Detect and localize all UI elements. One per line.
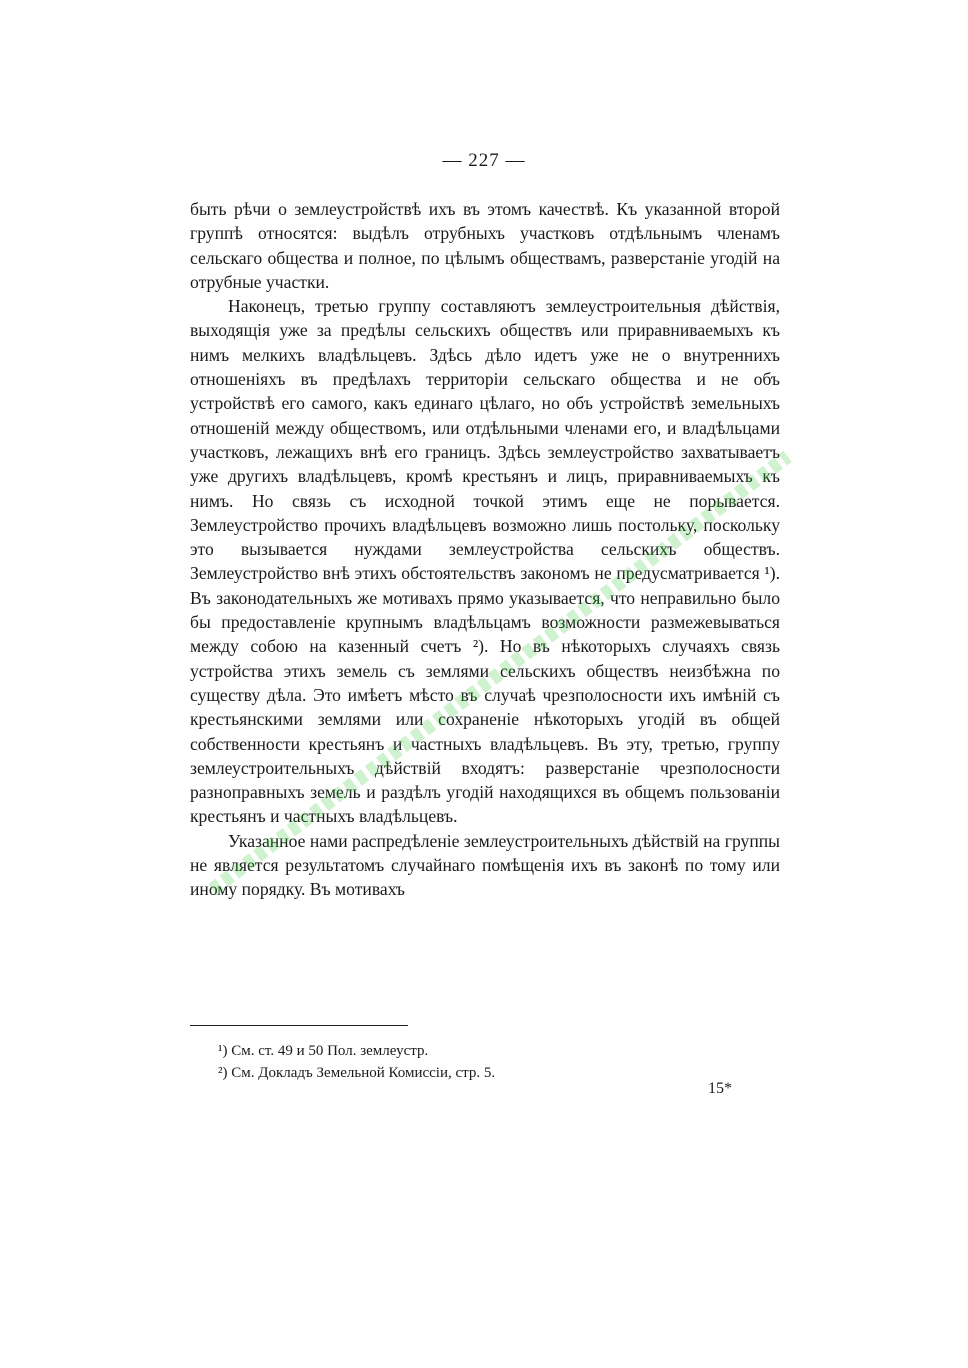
page-number: — 227 — — [442, 150, 526, 171]
footnote-divider — [190, 1025, 408, 1026]
footnote-2: ²) См. Докладъ Земельной Комиссiи, стр. 5. — [218, 1065, 496, 1081]
printer-signature-mark: 15* — [708, 1080, 732, 1097]
paragraph: Указанное нами распредѣленiе землеустроительныхъ дѣйствiй на группы не является результатомъ случайнаго помѣщенiя ихъ въ законѣ по тому или иному порядку. Въ мотивахъ — [190, 830, 780, 900]
body-text — [190, 197, 780, 902]
footnotes — [218, 1040, 738, 1084]
paragraph: Наконецъ, третью группу составляютъ землеустроительныя дѣйствiя, выходящiя уже за предѣлы сельскихъ обществъ или приравниваемыхъ къ нимъ мелкихъ владѣльцевъ. Здѣсь дѣло идетъ уже не о внутреннихъ отношенiяхъ въ предѣлахъ территорiи сельскаго общества и не объ устройствѣ его самого, какъ единаго цѣлаго, но объ устройствѣ земельныхъ отношенiй между обществомъ, или отдѣльными членами его, и владѣльцами участковъ, лежащихъ внѣ его границъ. Здѣсь землеустройство захватываетъ уже другихъ владѣльцевъ, кромѣ крестьянъ и лицъ, приравниваемыхъ къ нимъ. Но связь съ исходной точкой этимъ еще не порывается. Землеустройство прочихъ владѣльцевъ возможно лишь постольку, поскольку это вызывается нуждами землеустройства сельскихъ обществъ. Землеустройство внѣ этихъ обстоятельствъ закономъ не предусматривается ¹). Въ законодательныхъ же мотивахъ прямо указывается, что неправильно было бы предоставленiе крупнымъ владѣльцамъ возможности размежевываться между собою на казенный счетъ ²). Но въ нѣкоторыхъ случаяхъ связь устройства этихъ земель съ землями сельскихъ обществъ неизбѣжна по существу дѣла. Это имѣетъ мѣсто въ случаѣ чрезполосности ихъ имѣнiй съ крестьянскими землями или сохраненiе нѣкоторыхъ угодiй въ общей собственности крестьянъ и частныхъ владѣльцевъ. Въ эту, третью, группу землеустроительныхъ дѣйствiй входятъ: разверстанiе чрезполосности разноправныхъ земель и раздѣлъ угодiй находящихся въ общемъ пользованiи крестьянъ и частныхъ владѣльцевъ. — [190, 296, 780, 827]
paragraph-continued: быть рѣчи о землеустройствѣ ихъ въ этомъ качествѣ. Къ указанной второй группѣ относятся: выдѣлъ отрубныхъ участковъ отдѣльнымъ членамъ сельскаго общества и полное, по цѣлымъ обществамъ, разверстанiе угодiй на отрубные участки. — [190, 199, 780, 292]
footnote-1: ¹) См. ст. 49 и 50 Пол. землеустр. — [218, 1043, 429, 1059]
